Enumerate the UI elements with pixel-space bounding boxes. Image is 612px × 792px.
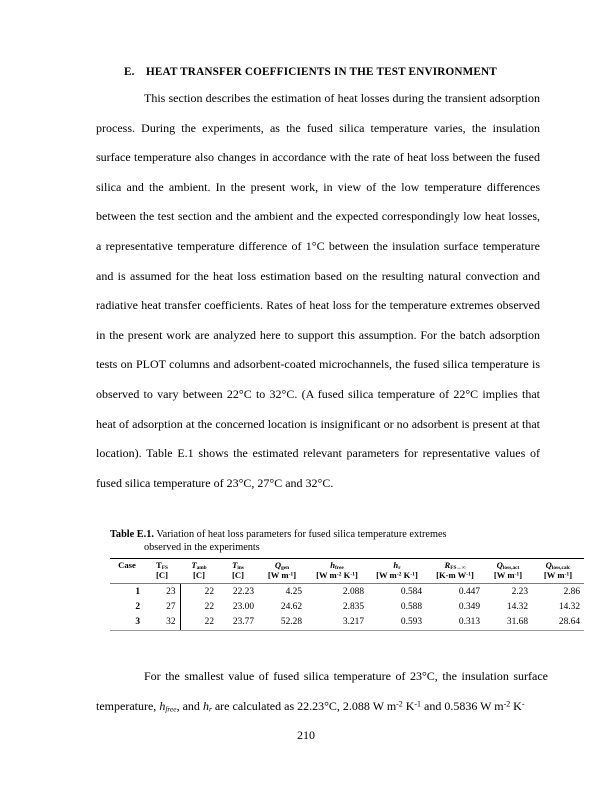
cell-hfree: 2.088 bbox=[342, 586, 364, 597]
table-header-row bbox=[110, 559, 584, 584]
col-header-hfree bbox=[306, 559, 368, 584]
cell-tins: 23.00 bbox=[232, 601, 254, 612]
footer-sym-hr-sub: r bbox=[208, 704, 212, 714]
col-header-tfs bbox=[144, 559, 180, 584]
table-row bbox=[110, 615, 584, 631]
footer-sym-hfree bbox=[159, 699, 176, 713]
footer-exp-1: -2 bbox=[396, 699, 403, 709]
col-header-qloss-act bbox=[484, 559, 532, 584]
col-header-hr-symbol: $h_r$ bbox=[393, 560, 401, 572]
footer-text-part4: K bbox=[402, 698, 415, 713]
col-header-hfree-symbol: $h_{free}$ bbox=[330, 560, 344, 572]
footer-paragraph-wrap bbox=[96, 662, 548, 721]
col-header-hr bbox=[368, 559, 426, 584]
footer-text-part6: K bbox=[510, 698, 522, 713]
footer-sym-hr bbox=[203, 699, 212, 713]
cell-qgen: 24.62 bbox=[280, 601, 302, 612]
cell-case: 3 bbox=[110, 615, 144, 631]
table-row bbox=[110, 584, 584, 600]
cell-qgen: 4.25 bbox=[285, 586, 302, 597]
section-title: HEAT TRANSFER COEFFICIENTS IN THE TEST ENVIRONMENT bbox=[146, 66, 497, 78]
cell-rfs: 0.349 bbox=[458, 601, 480, 612]
footer-text-part2: , and bbox=[176, 698, 203, 713]
col-header-tins-symbol: $T_{ins}$ bbox=[232, 560, 244, 572]
body-paragraph-2 bbox=[96, 662, 548, 721]
cell-rfs: 0.447 bbox=[458, 586, 480, 597]
cell-qgen: 52.28 bbox=[258, 615, 306, 631]
section-letter: E. bbox=[124, 66, 135, 78]
col-header-rfs-symbol: $R_{FS\leftrightarrow\infty}$ bbox=[444, 560, 466, 572]
col-header-qgen bbox=[258, 559, 306, 584]
footer-sym-hfree-base: h bbox=[159, 698, 166, 713]
cell-qloss-act: 31.68 bbox=[484, 615, 532, 631]
table-row bbox=[110, 599, 584, 614]
table-caption-line2: observed in the experiments bbox=[144, 542, 260, 554]
table-caption-line1: Variation of heat loss parameters for fused silica temperature extremes bbox=[156, 529, 447, 540]
cell-hr: 0.588 bbox=[400, 601, 422, 612]
cell-hr: 0.584 bbox=[400, 586, 422, 597]
cell-tamb: 22 bbox=[180, 615, 218, 631]
page-number: 210 bbox=[297, 728, 315, 742]
cell-case: 1 bbox=[135, 586, 140, 597]
col-header-tins bbox=[218, 559, 258, 584]
col-header-qloss-act-unit: [W $m^{-1}$] bbox=[493, 570, 523, 581]
cell-tamb: 22 bbox=[204, 586, 214, 597]
footer-text-part1: For the smallest value of fused silica temperature of 23°C, the insulation surface temperature, bbox=[96, 669, 548, 713]
cell-tins: 23.77 bbox=[218, 615, 258, 631]
cell-tamb: 22 bbox=[204, 601, 214, 612]
col-header-qloss-calc-symbol: $Q_{loss,calc}$ bbox=[545, 560, 571, 572]
cell-hfree: 3.217 bbox=[306, 615, 368, 631]
col-header-case bbox=[110, 559, 144, 584]
cell-case: 2 bbox=[135, 601, 140, 612]
cell-qloss-act: 14.32 bbox=[506, 601, 528, 612]
cell-rfs: 0.313 bbox=[426, 615, 484, 631]
page-body bbox=[96, 66, 540, 498]
col-header-tamb-unit: [C] bbox=[193, 570, 205, 581]
cell-tfs: 23 bbox=[144, 584, 180, 600]
cell-qloss-calc: 28.64 bbox=[532, 615, 584, 631]
cell-qloss-act: 2.23 bbox=[511, 586, 528, 597]
cell-hr: 0.593 bbox=[368, 615, 426, 631]
table-caption bbox=[110, 528, 534, 554]
col-header-qloss-calc bbox=[532, 559, 584, 584]
col-header-qloss-act-symbol: $Q_{loss,act}$ bbox=[496, 560, 520, 572]
col-header-tamb-symbol: $T_{amb}$ bbox=[191, 560, 207, 572]
cell-hfree: 2.835 bbox=[342, 601, 364, 612]
footer-text-part3: are calculated as 22.23°C, 2.088 W m bbox=[211, 698, 397, 713]
col-header-tfs-unit: [C] bbox=[156, 570, 168, 581]
cell-tfs: 27 bbox=[144, 599, 180, 614]
col-header-tins-unit: [C] bbox=[232, 570, 244, 581]
col-header-rfs-unit: [K-m $W^{-1}$] bbox=[436, 570, 474, 581]
col-header-qloss-calc-unit: [W $m^{-1}$] bbox=[543, 570, 573, 581]
table-e1-block bbox=[110, 528, 580, 631]
col-header-hr-unit: [W $m^{-2}$ $K^{-1}$] bbox=[376, 570, 418, 581]
col-header-qgen-unit: [W $m^{-1}$] bbox=[267, 570, 297, 581]
cell-qloss-calc: 2.86 bbox=[563, 586, 580, 597]
footer-exp-3: -2 bbox=[503, 699, 511, 709]
cell-qloss-calc: 14.32 bbox=[558, 601, 580, 612]
cell-tins: 22.23 bbox=[232, 586, 254, 597]
footer-exp-4: - bbox=[521, 699, 525, 709]
col-header-tfs-symbol: $T_{FS}$ bbox=[156, 560, 168, 572]
heat-loss-parameters-table bbox=[110, 558, 584, 631]
table-body bbox=[110, 584, 584, 631]
table-caption-label: Table E.1. bbox=[110, 529, 154, 540]
footer-text-part5: and 0.5836 W m bbox=[421, 698, 504, 713]
cell-tfs: 32 bbox=[144, 615, 180, 631]
body-paragraph-1: This section describes the estimation of heat losses during the transient adsorption process. During the experiments, as the fused silica temperature varies, the insulation surface temperature also changes in accordance with the rate of heat loss between the fused silica and the ambient. In the present work, in view of the low temperature differences between the test section and the ambient and the expected correspondingly low heat losses, a representative temperature difference of 1°C between the insulation surface temperature and is assumed for the heat loss estimation based on the resulting natural convection and radiative heat transfer coefficients. Rates of heat loss for the temperature extremes observed in the present work are analyzed here to support this assumption. For the batch adsorption tests on PLOT columns and adsorbent-coated microchannels, the fused silica temperature is observed to vary between 22°C to 32°C. (A fused silica temperature of 22°C implies that heat of adsorption at the concerned location is insignificant or no adsorbent is present at that location). Table E.1 shows the estimated relevant parameters for representative values of fused silica temperature of 23°C, 27°C and 32°C. bbox=[96, 91, 540, 490]
footer-exp-2: -1 bbox=[414, 699, 422, 709]
col-header-tamb bbox=[180, 559, 218, 584]
footer-sym-hr-base: h bbox=[202, 698, 209, 713]
col-header-qgen-symbol: $Q_{gen}$ bbox=[274, 560, 290, 572]
col-header-hfree-unit: [W $m^{-2}$ $K^{-1}$] bbox=[316, 570, 358, 581]
footer-sym-hfree-sub: free bbox=[165, 704, 177, 714]
section-heading bbox=[124, 66, 540, 78]
col-header-rfs bbox=[426, 559, 484, 584]
col-header-case-symbol: Case bbox=[118, 560, 136, 571]
